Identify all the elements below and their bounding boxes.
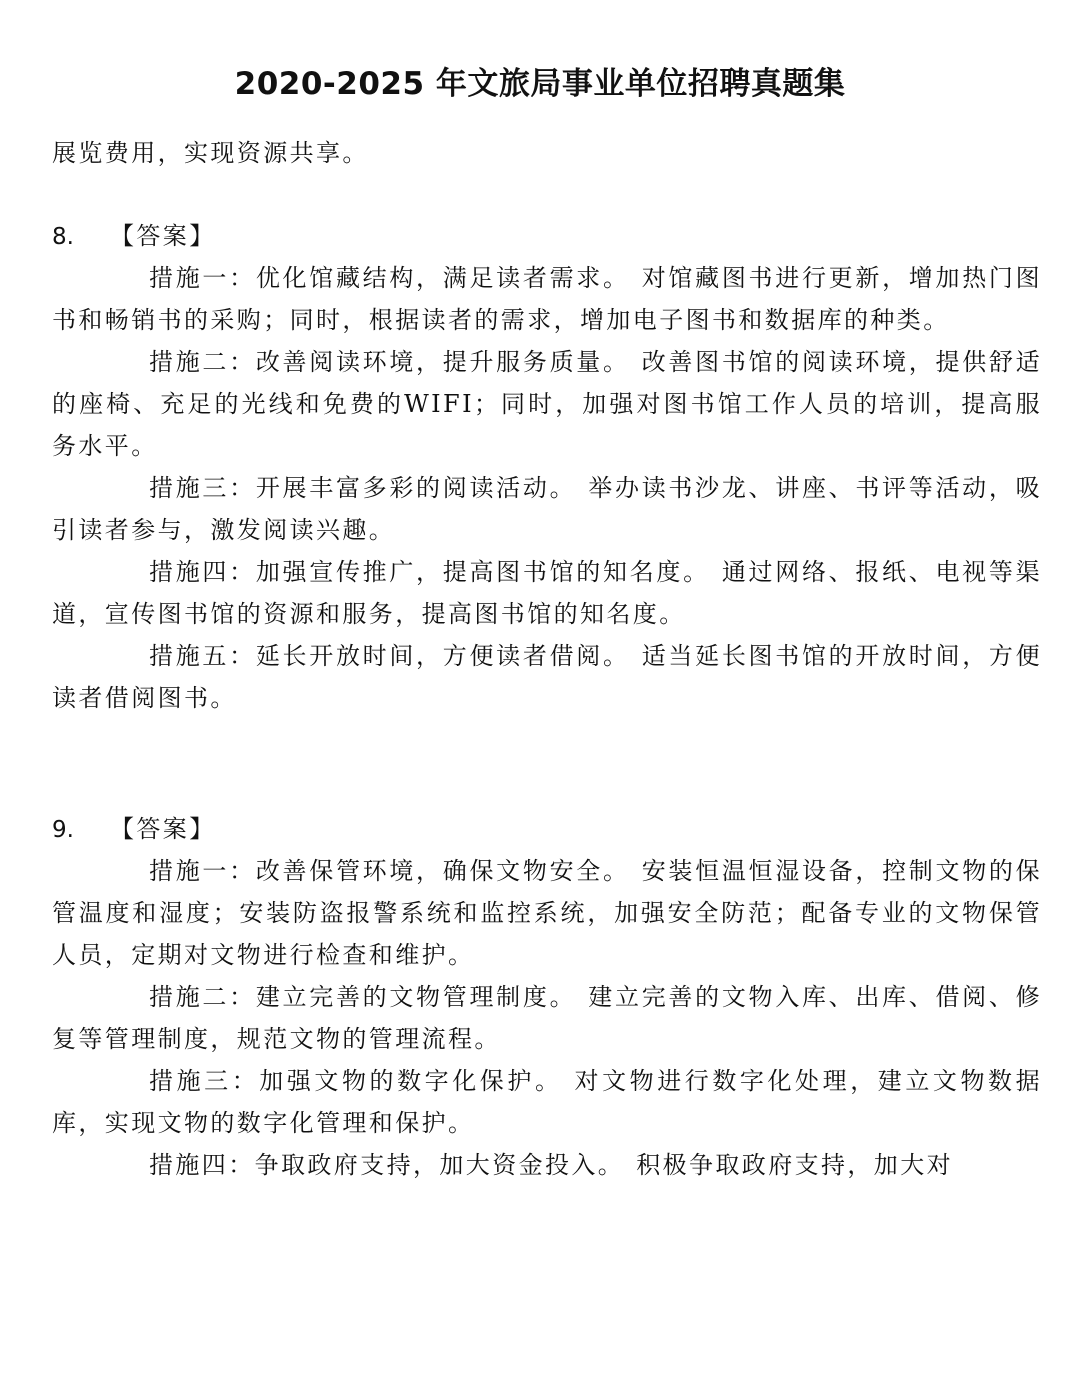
- measure-body: 通过网络、报纸、电视等渠道，宣传图书馆的资源和服务，提高图书馆的知名度。: [52, 558, 1042, 628]
- measure-paragraph: [52, 341, 1042, 467]
- measure-heading: 措施二：改善阅读环境，提升服务质量。: [149, 348, 630, 376]
- measure-paragraph: [52, 1060, 1042, 1144]
- intro-paragraph: 展览费用，实现资源共享。: [52, 139, 369, 167]
- measure-paragraph: [52, 551, 1042, 635]
- answer-label: 【答案】: [110, 815, 216, 843]
- measure-paragraph: [52, 257, 1042, 341]
- measure-body: 对馆藏图书进行更新，增加热门图书和畅销书的采购；同时，根据读者的需求，增加电子图书和数据库的种类。: [52, 264, 1043, 334]
- measure-heading: 措施四：加强宣传推广，提高图书馆的知名度。: [149, 558, 710, 586]
- question-header: [52, 808, 1042, 850]
- measure-heading: 措施三：开展丰富多彩的阅读活动。: [149, 474, 577, 502]
- measure-body: 安装恒温恒湿设备，控制文物的保管温度和湿度；安装防盗报警系统和监控系统，加强安全防范；配备专业的文物保管人员，定期对文物进行检查和维护。: [52, 857, 1043, 969]
- question-number: 9.: [52, 817, 74, 843]
- measure-paragraph: [52, 976, 1042, 1060]
- question-number: 8.: [52, 224, 74, 250]
- answer-section-9: [52, 808, 1042, 1186]
- question-header: [52, 215, 1042, 257]
- measure-paragraph: [52, 635, 1042, 719]
- measure-body: 积极争取政府支持，加大对: [636, 1151, 954, 1179]
- measure-body: 改善图书馆的阅读环境，提供舒适的座椅、充足的光线和免费的WIFI；同时，加强对图书馆工作人员的培训，提高服务水平。: [52, 348, 1043, 460]
- measure-heading: 措施五：延长开放时间，方便读者借阅。: [149, 642, 630, 670]
- measure-body: 适当延长图书馆的开放时间，方便读者借阅图书。: [52, 642, 1043, 712]
- measure-body: 对文物进行数字化处理，建立文物数据库，实现文物的数字化管理和保护。: [52, 1067, 1042, 1137]
- measure-paragraph: [52, 850, 1042, 976]
- measure-heading: 措施一：改善保管环境，确保文物安全。: [149, 857, 630, 885]
- measure-paragraph: [52, 467, 1042, 551]
- measure-body: 建立完善的文物入库、出库、借阅、修复等管理制度，规范文物的管理流程。: [52, 983, 1042, 1053]
- measure-heading: 措施一：优化馆藏结构，满足读者需求。: [149, 264, 630, 292]
- page-title: 2020-2025 年文旅局事业单位招聘真题集: [234, 66, 846, 102]
- answer-section-8: [52, 215, 1042, 719]
- measure-heading: 措施三：加强文物的数字化保护。: [149, 1067, 563, 1095]
- answer-label: 【答案】: [110, 222, 216, 250]
- measure-heading: 措施二：建立完善的文物管理制度。: [149, 983, 577, 1011]
- measure-heading: 措施四：争取政府支持，加大资金投入。: [149, 1151, 625, 1179]
- measure-paragraph: [52, 1144, 1042, 1186]
- measure-body: 举办读书沙龙、讲座、书评等活动，吸引读者参与，激发阅读兴趣。: [52, 474, 1042, 544]
